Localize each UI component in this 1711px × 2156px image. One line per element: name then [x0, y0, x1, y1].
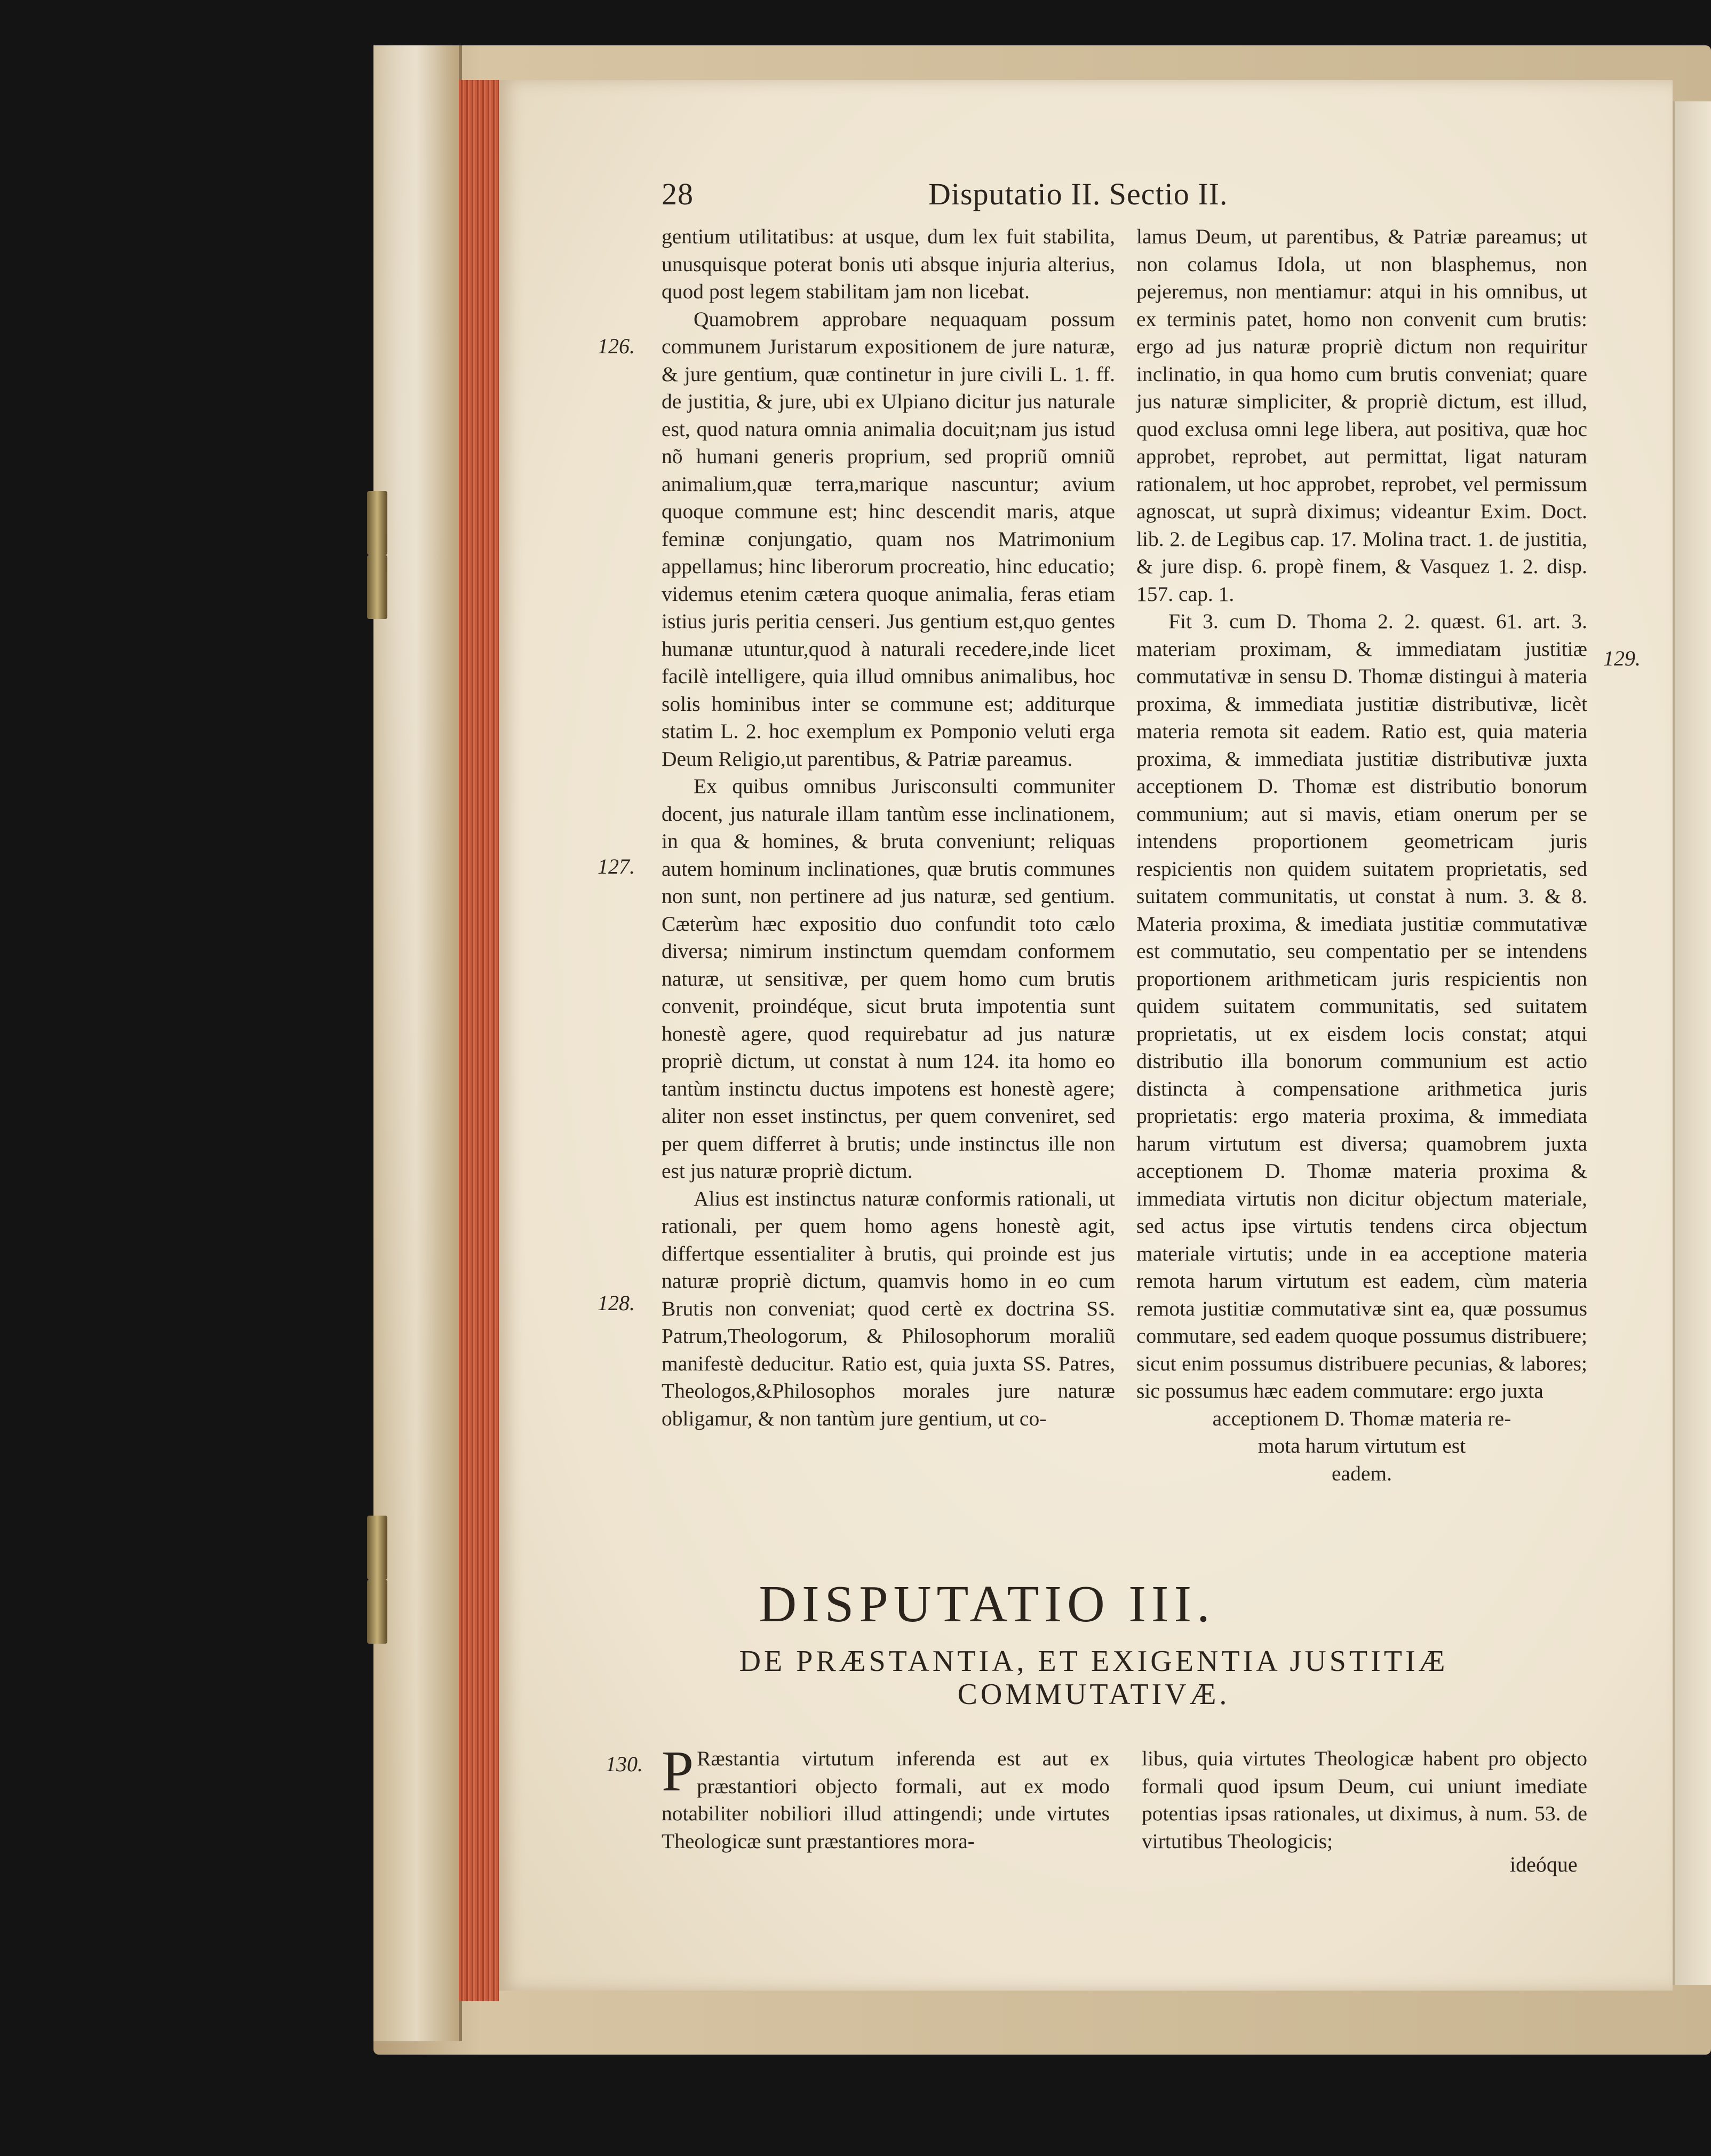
left-column — [662, 223, 1115, 1432]
page-edges — [459, 80, 499, 2001]
paragraph-130-left: Ræstantia virtutum inferenda est aut ex præstantiori objecto formali, aut ex modo notabiliter nobiliori illud attingendi; unde virtutes Theologicæ sunt præstantiores mora- — [662, 1747, 1110, 1853]
paragraph-126: Quamobrem approbare nequaquam possum communem Juristarum expositionem de jure naturæ, & jure gentium, quæ continetur in jure civili L. 1. ff. de justitia, & jure, ubi ex Ulpiano dicitur jus naturale est, quod natura omnia animalia docuit;nam jus istud nõ humani generis proprium, sed propriũ omniũ animalium,quæ terra,marique nascuntur; avium quoque commune est; hinc descendit maris, atque feminæ conjungatio, quam nos Matrimonium appellamus; hinc liberorum procreatio, hinc educatio; videmus etenim cætera quoque animalia, feras etiam istius juris peritia censeri. Jus gentium est,quo gentes humanæ utuntur,quod à naturali recedere,inde licet facilè intelligere, quia illud omnibus animalibus, hoc solis hominibus inter se commune est; additurque statim L. 2. hoc exemplum ex Pomponio veluti erga Deum Religio,ut parentibus, & Patriæ pareamus. — [662, 307, 1115, 771]
running-title: Disputatio II. Sectio II. — [928, 177, 1228, 211]
margin-number-127: 127. — [598, 854, 635, 878]
paragraph-128-cont: lamus Deum, ut parentibus, & Patriæ pareamus; ut non colamus Idola, ut non blasphemus, non pejeremus, non mentiamur: atqui in his omnibus, ut ex terminis patet, homo non convenit cum brutis: ergo ad jus naturæ propriè dictum non requiritur inclinatio, in qua homo cum brutis conveniat; quare jus naturæ simpliciter, & propriè dictum, est illud, quod exclusa omni lege libera, aut positiva, quæ hoc approbet, reprobet, aut permittat, ligat naturam rationalem, ut hoc approbet, reprobet, vel permissum agnoscat, ut suprà diximus; videantur Exim. Doct. lib. 2. de Legibus cap. 17. Molina tract. 1. de justitia, & jure disp. 6. propè finem, & Vasquez 1. 2. disp. 157. cap. 1. — [1136, 225, 1587, 606]
right-column — [1136, 223, 1587, 1487]
bottom-right-column — [1142, 1745, 1587, 1855]
running-header — [662, 176, 1569, 224]
closing-line-1: acceptionem D. Thomæ materia re- — [1212, 1406, 1511, 1430]
disputatio-subtitle — [640, 1645, 1547, 1711]
book-spine — [373, 45, 462, 2041]
subtitle-line-1: DE PRÆSTANTIA, ET EXIGENTIA JUSTITIÆ — [739, 1645, 1449, 1678]
margin-number-129: 129. — [1603, 646, 1641, 670]
disputatio-title: DISPUTATIO III. — [759, 1575, 1215, 1633]
closing-line-2: mota harum virtutum est — [1258, 1434, 1466, 1457]
margin-number-126: 126. — [598, 334, 635, 358]
facing-page-edge — [1673, 101, 1711, 1985]
drop-cap: P — [662, 1740, 694, 1803]
subtitle-line-2: COMMUTATIVÆ. — [957, 1678, 1230, 1711]
paragraph-128: Alius est instinctus naturæ conformis rationali, ut rationali, per quem homo agens honestè agit, differtque essentialiter à brutis, qui proinde est jus naturæ propriè dictum, quamvis homo in eo cum Brutis non conveniat; quod certè ex doctrina SS. Patrum,Theologorum, & Philosophorum moraliũ manifestè deducitur. Ratio est, quia juxta SS. Patres, Theologos,&Philosophos morales jure naturæ obligamur, & non tantùm jure gentium, ut co- — [662, 1186, 1115, 1430]
paragraph-129: Fit 3. cum D. Thoma 2. 2. quæst. 61. art. 3. materiam proximam, & immediatam justitiæ commutativæ in sensu D. Thomæ distingui à materia proxima, & immediata justitiæ distributivæ, licèt materia remota sit eadem. Ratio est, quia materia proxima, & immediata justitiæ distributivæ juxta acceptionem D. Thomæ est distributio bonorum communium; aut si mavis, etiam onerum per se intendens proportionem geometricam juris respicientis non quidem suitatem proprietatis, sed suitatem communitatis, ut constat à num. 3. & 8. Materia proxima, & imediata justitiæ commutativæ est commutatio, seu compentatio per se intendens proportionem arithmeticam juris respicientis non quidem suitatem communitatis, sed suitatem proprietatis, ut ex eisdem locis constat; atqui distributio illa bonorum communium est actio distincta à compensatione arithmetica juris proprietatis: ergo materia proxima, & immediata harum virtutum est diversa; quamobrem juxta acceptionem D. Thomæ materia proxima & immediata virtutis non dicitur objectum materiale, sed actus ipse virtutis tendens circa objectum materiale virtutis; unde in ea acceptione materia remota harum virtutum est eadem, cùm materia remota justitiæ commutativæ sint ea, quæ possumus commutare, sed eadem quoque possumus distribuere; sicut enim possumus distribuere pecunias, & labores; sic possumus hæc eadem commutare: ergo juxta — [1136, 609, 1587, 1402]
clasp-bottom-lower — [367, 1580, 387, 1644]
page-number: 28 — [662, 177, 694, 211]
clasp-bottom — [367, 1516, 387, 1580]
paragraph-130-right: libus, quia virtutes Theologicæ habent pro objecto formali quod ipsum Deum, cui uniunt imediate potentias ipsas rationales, ut diximus, à num. 53. de virtutibus Theologicis; — [1142, 1747, 1587, 1853]
clasp-top — [367, 491, 387, 555]
paragraph-127: Ex quibus omnibus Jurisconsulti communiter docent, jus naturale illam tantùm esse inclinationem, in qua & homines, & bruta conveniunt; reliquas autem hominum inclinationes, quæ brutis communes non sunt, non pertinere ad jus naturæ, sed gentium. Cæterùm hæc expositio duo confundit toto cælo diversa; nimirum instinctum quemdam conformem naturæ, ut sensitivæ, per quem homo cum brutis convenit, proindéque, sicut bruta impotentia sunt honestè agere, quod requirebatur ad jus naturæ propriè dictum, ut constat à num 124. ita homo eo tantùm instinctu ductus impotens est honestè agere; aliter non esset instinctus, per quem conveniret, sed per quem differret à brutis; unde instinctus ille non est jus naturæ propriè dictum. — [662, 774, 1115, 1183]
clasp-top-lower — [367, 555, 387, 619]
paragraph-125-cont: gentium utilitatibus: at usque, dum lex fuit stabilita, unusquisque poterat bonis uti absque injuria alterius, quod post legem stabilitam jam non licebat. — [662, 225, 1115, 303]
margin-number-130: 130. — [606, 1752, 643, 1776]
bottom-left-column — [662, 1740, 1110, 1855]
margin-number-128: 128. — [598, 1291, 635, 1315]
catchword: ideóque — [1510, 1852, 1578, 1876]
closing-line-3: eadem. — [1332, 1461, 1392, 1485]
